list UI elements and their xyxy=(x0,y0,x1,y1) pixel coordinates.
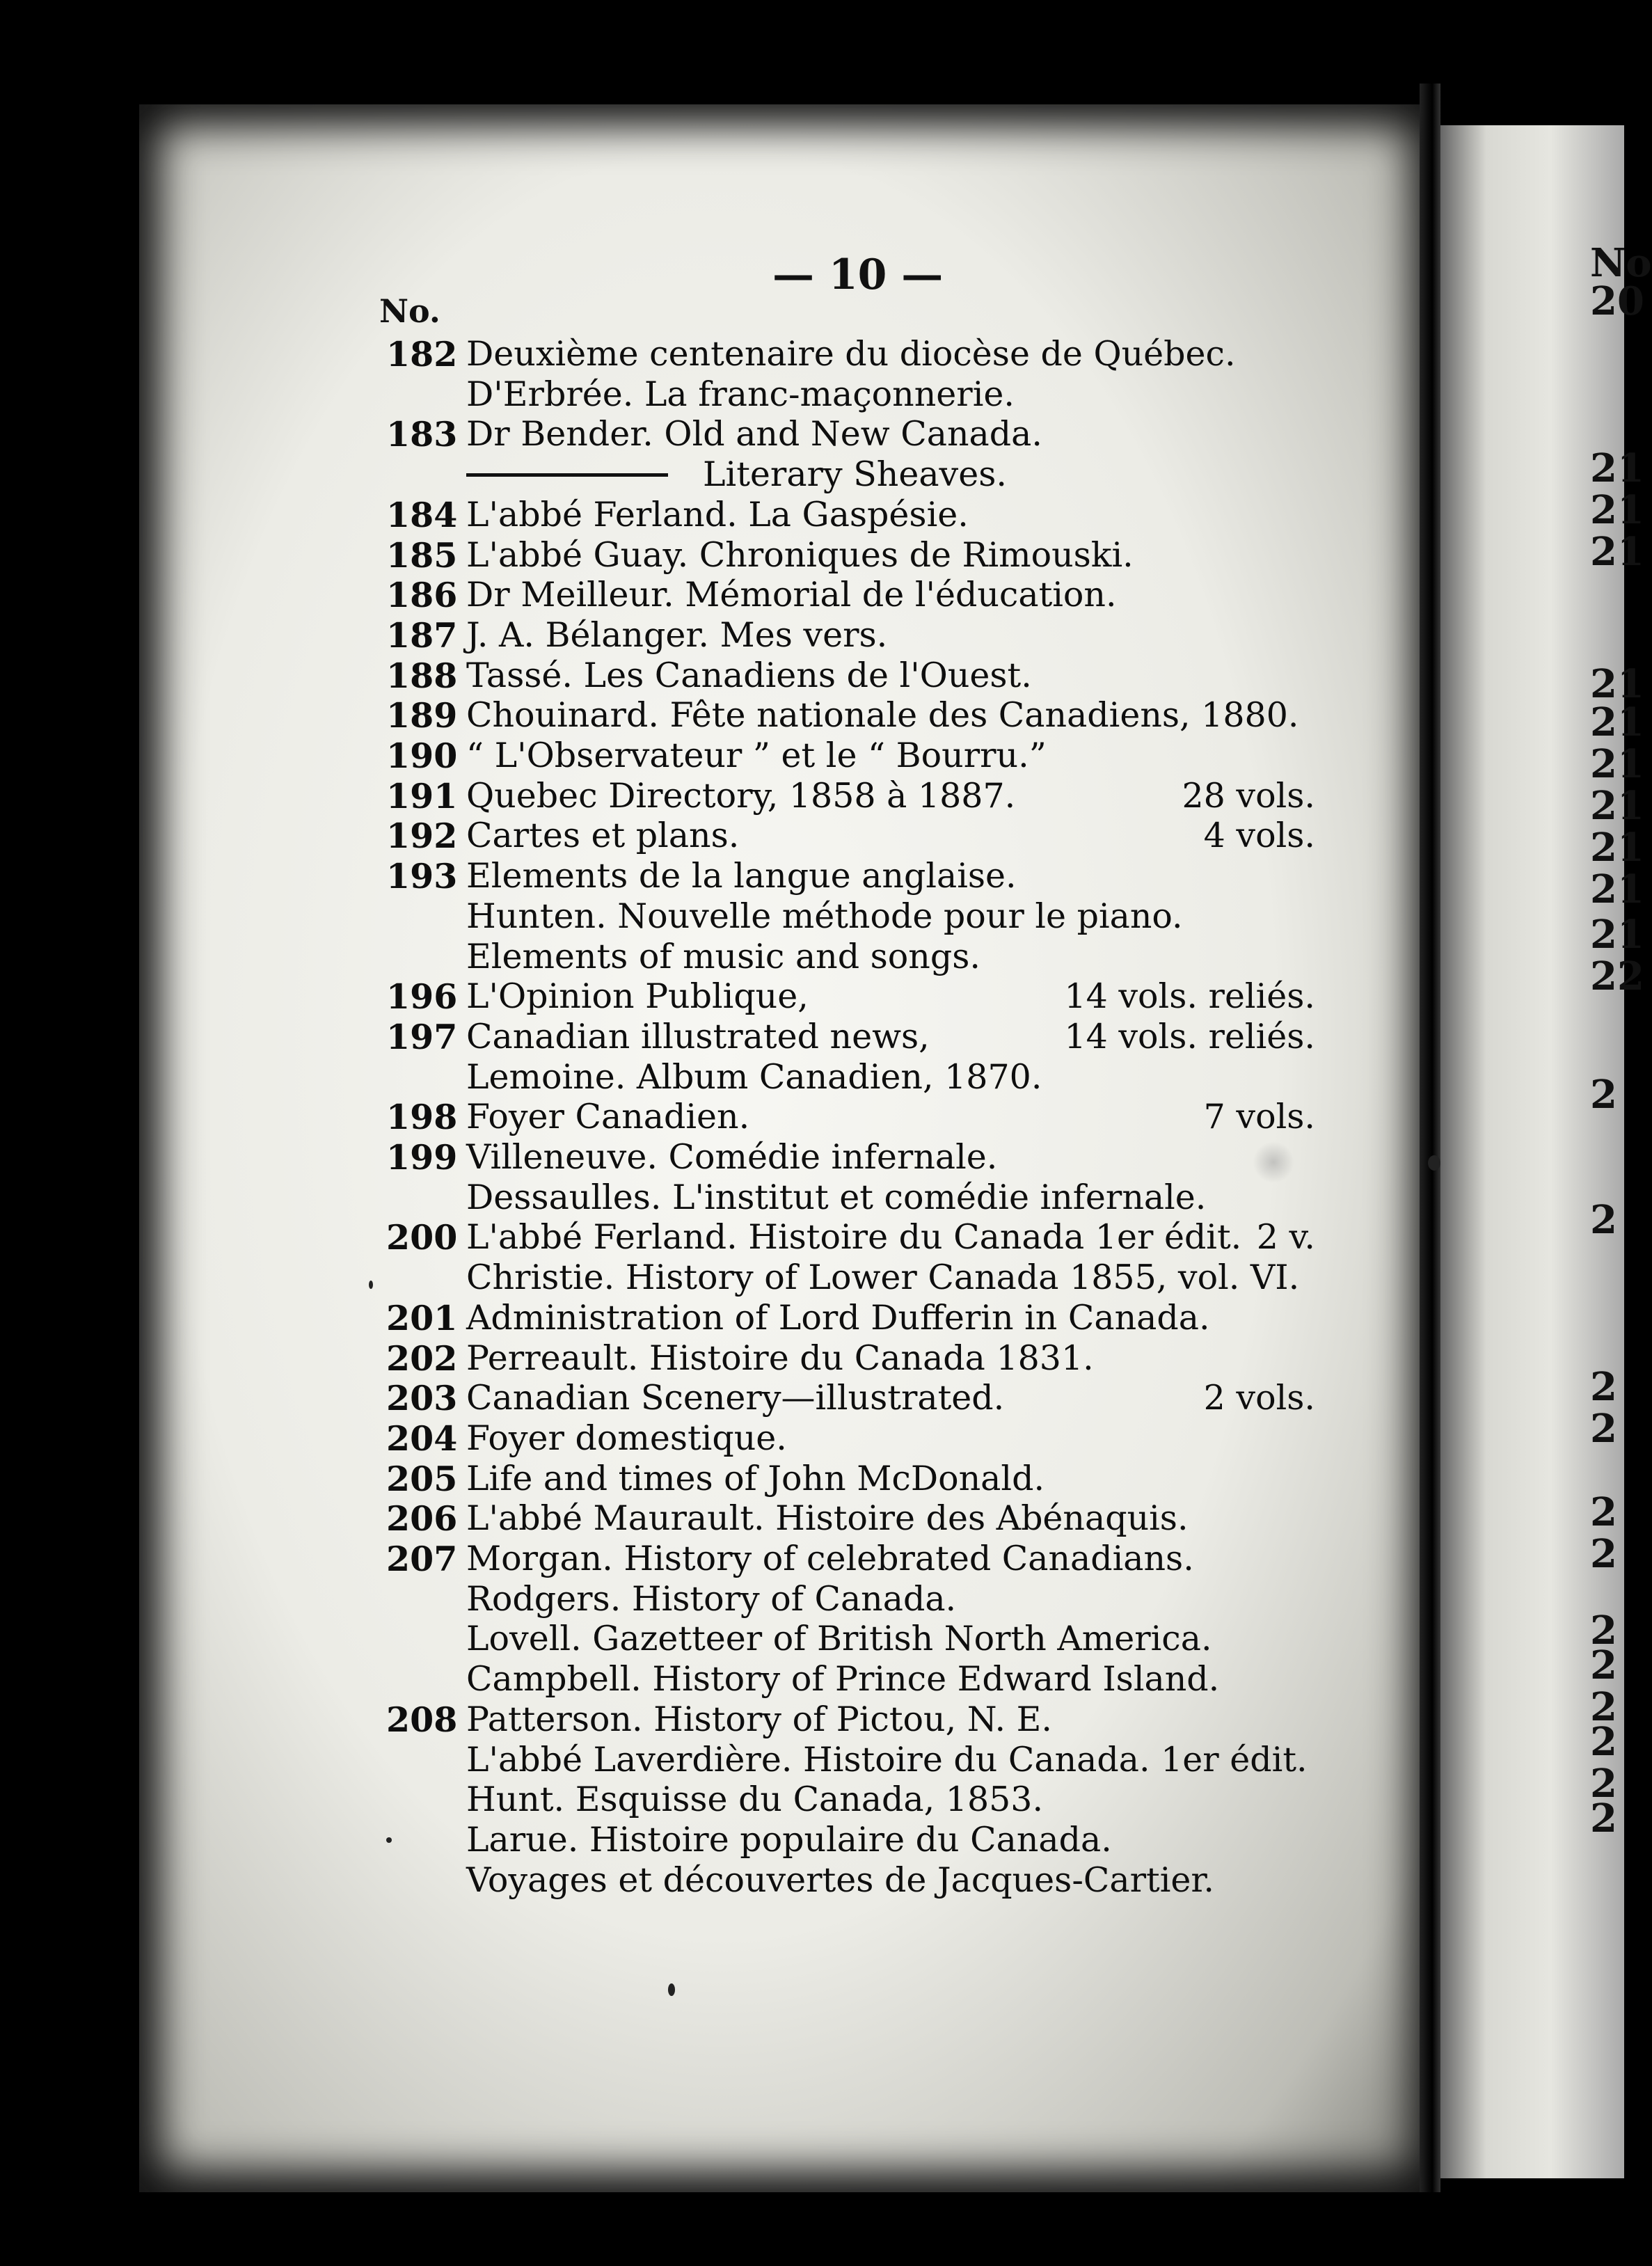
facing-page-fragment: 21 xyxy=(1590,661,1644,707)
entry-title: Literary Sheaves. xyxy=(703,454,1007,495)
entry-title: Morgan. History of celebrated Canadians. xyxy=(466,1539,1194,1578)
catalog-entry xyxy=(0,1015,1420,1059)
catalog-entry xyxy=(0,453,1420,496)
catalog-entry xyxy=(0,1617,1420,1661)
facing-page-fragment: No xyxy=(1590,240,1652,286)
entry-title: Christie. History of Lower Canada 1855, vol. VI. xyxy=(466,1258,1300,1298)
entry-number: 189 xyxy=(386,695,458,736)
facing-page-fragment: 2 xyxy=(1590,1761,1617,1807)
catalog-entry xyxy=(0,1497,1420,1540)
catalog-entry xyxy=(0,1136,1420,1179)
facing-page-fragment: 21 xyxy=(1590,825,1644,871)
entry-number: 192 xyxy=(386,816,458,857)
catalog-entry xyxy=(0,1256,1420,1299)
page-number: — 10 — xyxy=(772,251,944,299)
catalog-entry xyxy=(0,1337,1420,1380)
entry-title: Campbell. History of Prince Edward Island. xyxy=(466,1659,1220,1700)
facing-page-fragment: 2 xyxy=(1590,1406,1617,1452)
entry-title: L'abbé Ferland. La Gaspésie. xyxy=(466,494,969,534)
catalog-entry xyxy=(0,1457,1420,1500)
catalog-entry xyxy=(0,1698,1420,1741)
entry-volumes: 14 vols. reliés. xyxy=(1064,1016,1315,1056)
catalog-entry xyxy=(0,814,1420,857)
column-header: No. xyxy=(379,292,440,330)
entry-title: Chouinard. Fête nationale des Canadiens, 1880. xyxy=(466,695,1299,736)
entry-number: 188 xyxy=(386,655,458,696)
entry-number: 190 xyxy=(386,736,458,776)
entry-title: Dessaulles. L'institut et comédie infernale. xyxy=(466,1177,1207,1217)
facing-page-fragment: 2 xyxy=(1590,1364,1617,1410)
entry-title: Perreault. Histoire du Canada 1831. xyxy=(466,1338,1094,1378)
entry-title: Villeneuve. Comédie infernale. xyxy=(466,1137,998,1177)
ditto-rule xyxy=(466,473,668,477)
facing-page-fragment: 2 xyxy=(1590,1719,1617,1765)
entry-title: Lemoine. Album Canadien, 1870. xyxy=(466,1056,1042,1097)
facing-page-fragment: 2 xyxy=(1590,1489,1617,1535)
entry-number: 199 xyxy=(386,1137,458,1178)
entry-volumes: 14 vols. reliés. xyxy=(1064,976,1315,1017)
entry-number: 203 xyxy=(386,1378,458,1419)
entry-title: L'abbé Guay. Chroniques de Rimouski. xyxy=(466,534,1134,575)
entry-title: D'Erbrée. La franc-maçonnerie. xyxy=(466,374,1015,414)
facing-page-fragment: 2 xyxy=(1590,1684,1617,1730)
entry-title: Life and times of John McDonald. xyxy=(466,1458,1045,1498)
catalog-entry xyxy=(0,775,1420,818)
entry-number: 208 xyxy=(386,1699,458,1740)
facing-page-fragment: 21 xyxy=(1590,487,1644,533)
entry-number: 200 xyxy=(386,1217,458,1258)
entry-title: Tassé. Les Canadiens de l'Ouest. xyxy=(466,655,1032,695)
facing-page-fragment: 21 xyxy=(1590,866,1644,912)
entry-title: Foyer Canadien. xyxy=(466,1097,750,1137)
entry-title: Rodgers. History of Canada. xyxy=(466,1578,957,1619)
entry-volumes: 2 vols. xyxy=(1203,1378,1315,1418)
speck xyxy=(668,1983,675,1996)
entry-title: Canadian illustrated news, xyxy=(466,1016,930,1056)
entry-number: 183 xyxy=(386,414,458,455)
entry-volumes: 2 v. xyxy=(1256,1217,1315,1258)
catalog-entry xyxy=(0,1738,1420,1782)
entry-number: 191 xyxy=(386,775,458,816)
entry-title: Quebec Directory, 1858 à 1887. xyxy=(466,775,1016,816)
catalog-entry xyxy=(0,1095,1420,1139)
catalog-entry xyxy=(0,935,1420,978)
entry-title: Dr Bender. Old and New Canada. xyxy=(466,414,1042,454)
entry-title: L'abbé Maurault. Histoire des Abénaquis. xyxy=(466,1498,1189,1539)
entry-title: Voyages et découvertes de Jacques-Cartier. xyxy=(466,1860,1214,1900)
facing-page-edge xyxy=(1440,125,1624,2178)
entry-title: Elements de la langue anglaise. xyxy=(466,856,1017,896)
entry-title: L'abbé Laverdière. Histoire du Canada. 1er édit. xyxy=(466,1739,1308,1780)
entry-title: “ L'Observateur ” et le “ Bourru.” xyxy=(466,736,1047,775)
facing-page-fragment: 21 xyxy=(1590,529,1644,575)
entry-volumes: 28 vols. xyxy=(1182,775,1315,816)
facing-page-fragment: 21 xyxy=(1590,699,1644,745)
catalog-entry xyxy=(0,1216,1420,1259)
entry-number: 197 xyxy=(386,1016,458,1057)
entry-volumes: 7 vols. xyxy=(1203,1097,1315,1137)
entry-title: Deuxième centenaire du diocèse de Québec. xyxy=(466,334,1236,374)
entry-title: Hunten. Nouvelle méthode pour le piano. xyxy=(466,896,1183,936)
catalog-entry xyxy=(0,975,1420,1018)
entry-number: 202 xyxy=(386,1338,458,1379)
entry-number: 204 xyxy=(386,1418,458,1459)
entry-volumes: 4 vols. xyxy=(1203,816,1315,856)
catalog-entry xyxy=(0,534,1420,577)
facing-page-fragment: 2 xyxy=(1590,1197,1617,1243)
facing-page-fragment: 2 xyxy=(1590,1531,1617,1577)
facing-page-fragment: 22 xyxy=(1590,953,1644,999)
book-gutter xyxy=(1420,84,1440,2192)
entry-title: Foyer domestique. xyxy=(466,1418,787,1458)
entry-number: 182 xyxy=(386,334,458,374)
entry-title: J. A. Bélanger. Mes vers. xyxy=(466,615,888,655)
catalog-entry xyxy=(0,1778,1420,1821)
entry-title: Cartes et plans. xyxy=(466,816,740,856)
catalog-entry xyxy=(0,1297,1420,1340)
entry-title: Administration of Lord Dufferin in Canada. xyxy=(466,1297,1210,1338)
catalog-entry xyxy=(0,1537,1420,1580)
entry-title: Elements of music and songs. xyxy=(466,936,980,976)
entry-number: 185 xyxy=(386,534,458,576)
entry-title: Dr Meilleur. Mémorial de l'éducation. xyxy=(466,575,1117,615)
facing-page-fragment: 21 xyxy=(1590,445,1644,491)
facing-page-fragment: 2 xyxy=(1590,1796,1617,1841)
catalog-entry xyxy=(0,654,1420,697)
catalog-entry xyxy=(0,1819,1420,1862)
facing-page-fragment: 21 xyxy=(1590,783,1644,829)
catalog-entry xyxy=(0,1859,1420,1902)
entry-title: Hunt. Esquisse du Canada, 1853. xyxy=(466,1780,1044,1820)
catalog-entry xyxy=(0,694,1420,737)
entry-number: 206 xyxy=(386,1498,458,1539)
facing-page-fragment: 21 xyxy=(1590,912,1644,958)
entry-number: 184 xyxy=(386,494,458,535)
catalog-entry xyxy=(0,895,1420,938)
catalog-entry xyxy=(0,573,1420,617)
catalog-entry xyxy=(0,734,1420,777)
catalog-entry xyxy=(0,614,1420,657)
catalog-entry xyxy=(0,1658,1420,1701)
catalog-entry xyxy=(0,333,1420,376)
entry-number: 193 xyxy=(386,856,458,897)
catalog-entry xyxy=(0,855,1420,898)
entry-title: Patterson. History of Pictou, N. E. xyxy=(466,1699,1052,1739)
entry-title: Lovell. Gazetteer of British North America. xyxy=(466,1619,1212,1659)
entry-title: L'abbé Ferland. Histoire du Canada 1er édit. xyxy=(466,1217,1242,1258)
entry-number: 198 xyxy=(386,1097,458,1138)
entry-title: L'Opinion Publique, xyxy=(466,976,809,1017)
speck xyxy=(1428,1155,1440,1171)
facing-page-fragment: 2 xyxy=(1590,1642,1617,1688)
catalog-entry xyxy=(0,1176,1420,1219)
catalog-entry xyxy=(0,1056,1420,1099)
facing-page-fragment: 2 xyxy=(1590,1072,1617,1118)
catalog-entry xyxy=(0,413,1420,456)
catalog-entry xyxy=(0,493,1420,537)
catalog-entry xyxy=(0,1417,1420,1460)
entry-number: 205 xyxy=(386,1458,458,1499)
entry-number: 201 xyxy=(386,1297,458,1338)
entry-number: 207 xyxy=(386,1539,458,1579)
facing-page-fragment: 21 xyxy=(1590,741,1644,787)
entry-title: Larue. Histoire populaire du Canada. xyxy=(466,1819,1112,1860)
facing-page-fragment: 20 xyxy=(1590,278,1644,324)
entry-number: 196 xyxy=(386,976,458,1017)
entry-number: 186 xyxy=(386,575,458,616)
entry-number: 187 xyxy=(386,615,458,656)
catalog-entry xyxy=(0,373,1420,416)
entry-title: Canadian Scenery—illustrated. xyxy=(466,1378,1005,1418)
facing-page-fragment: 2 xyxy=(1590,1608,1617,1654)
catalog-entry xyxy=(0,1578,1420,1621)
catalog-entry xyxy=(0,1377,1420,1420)
